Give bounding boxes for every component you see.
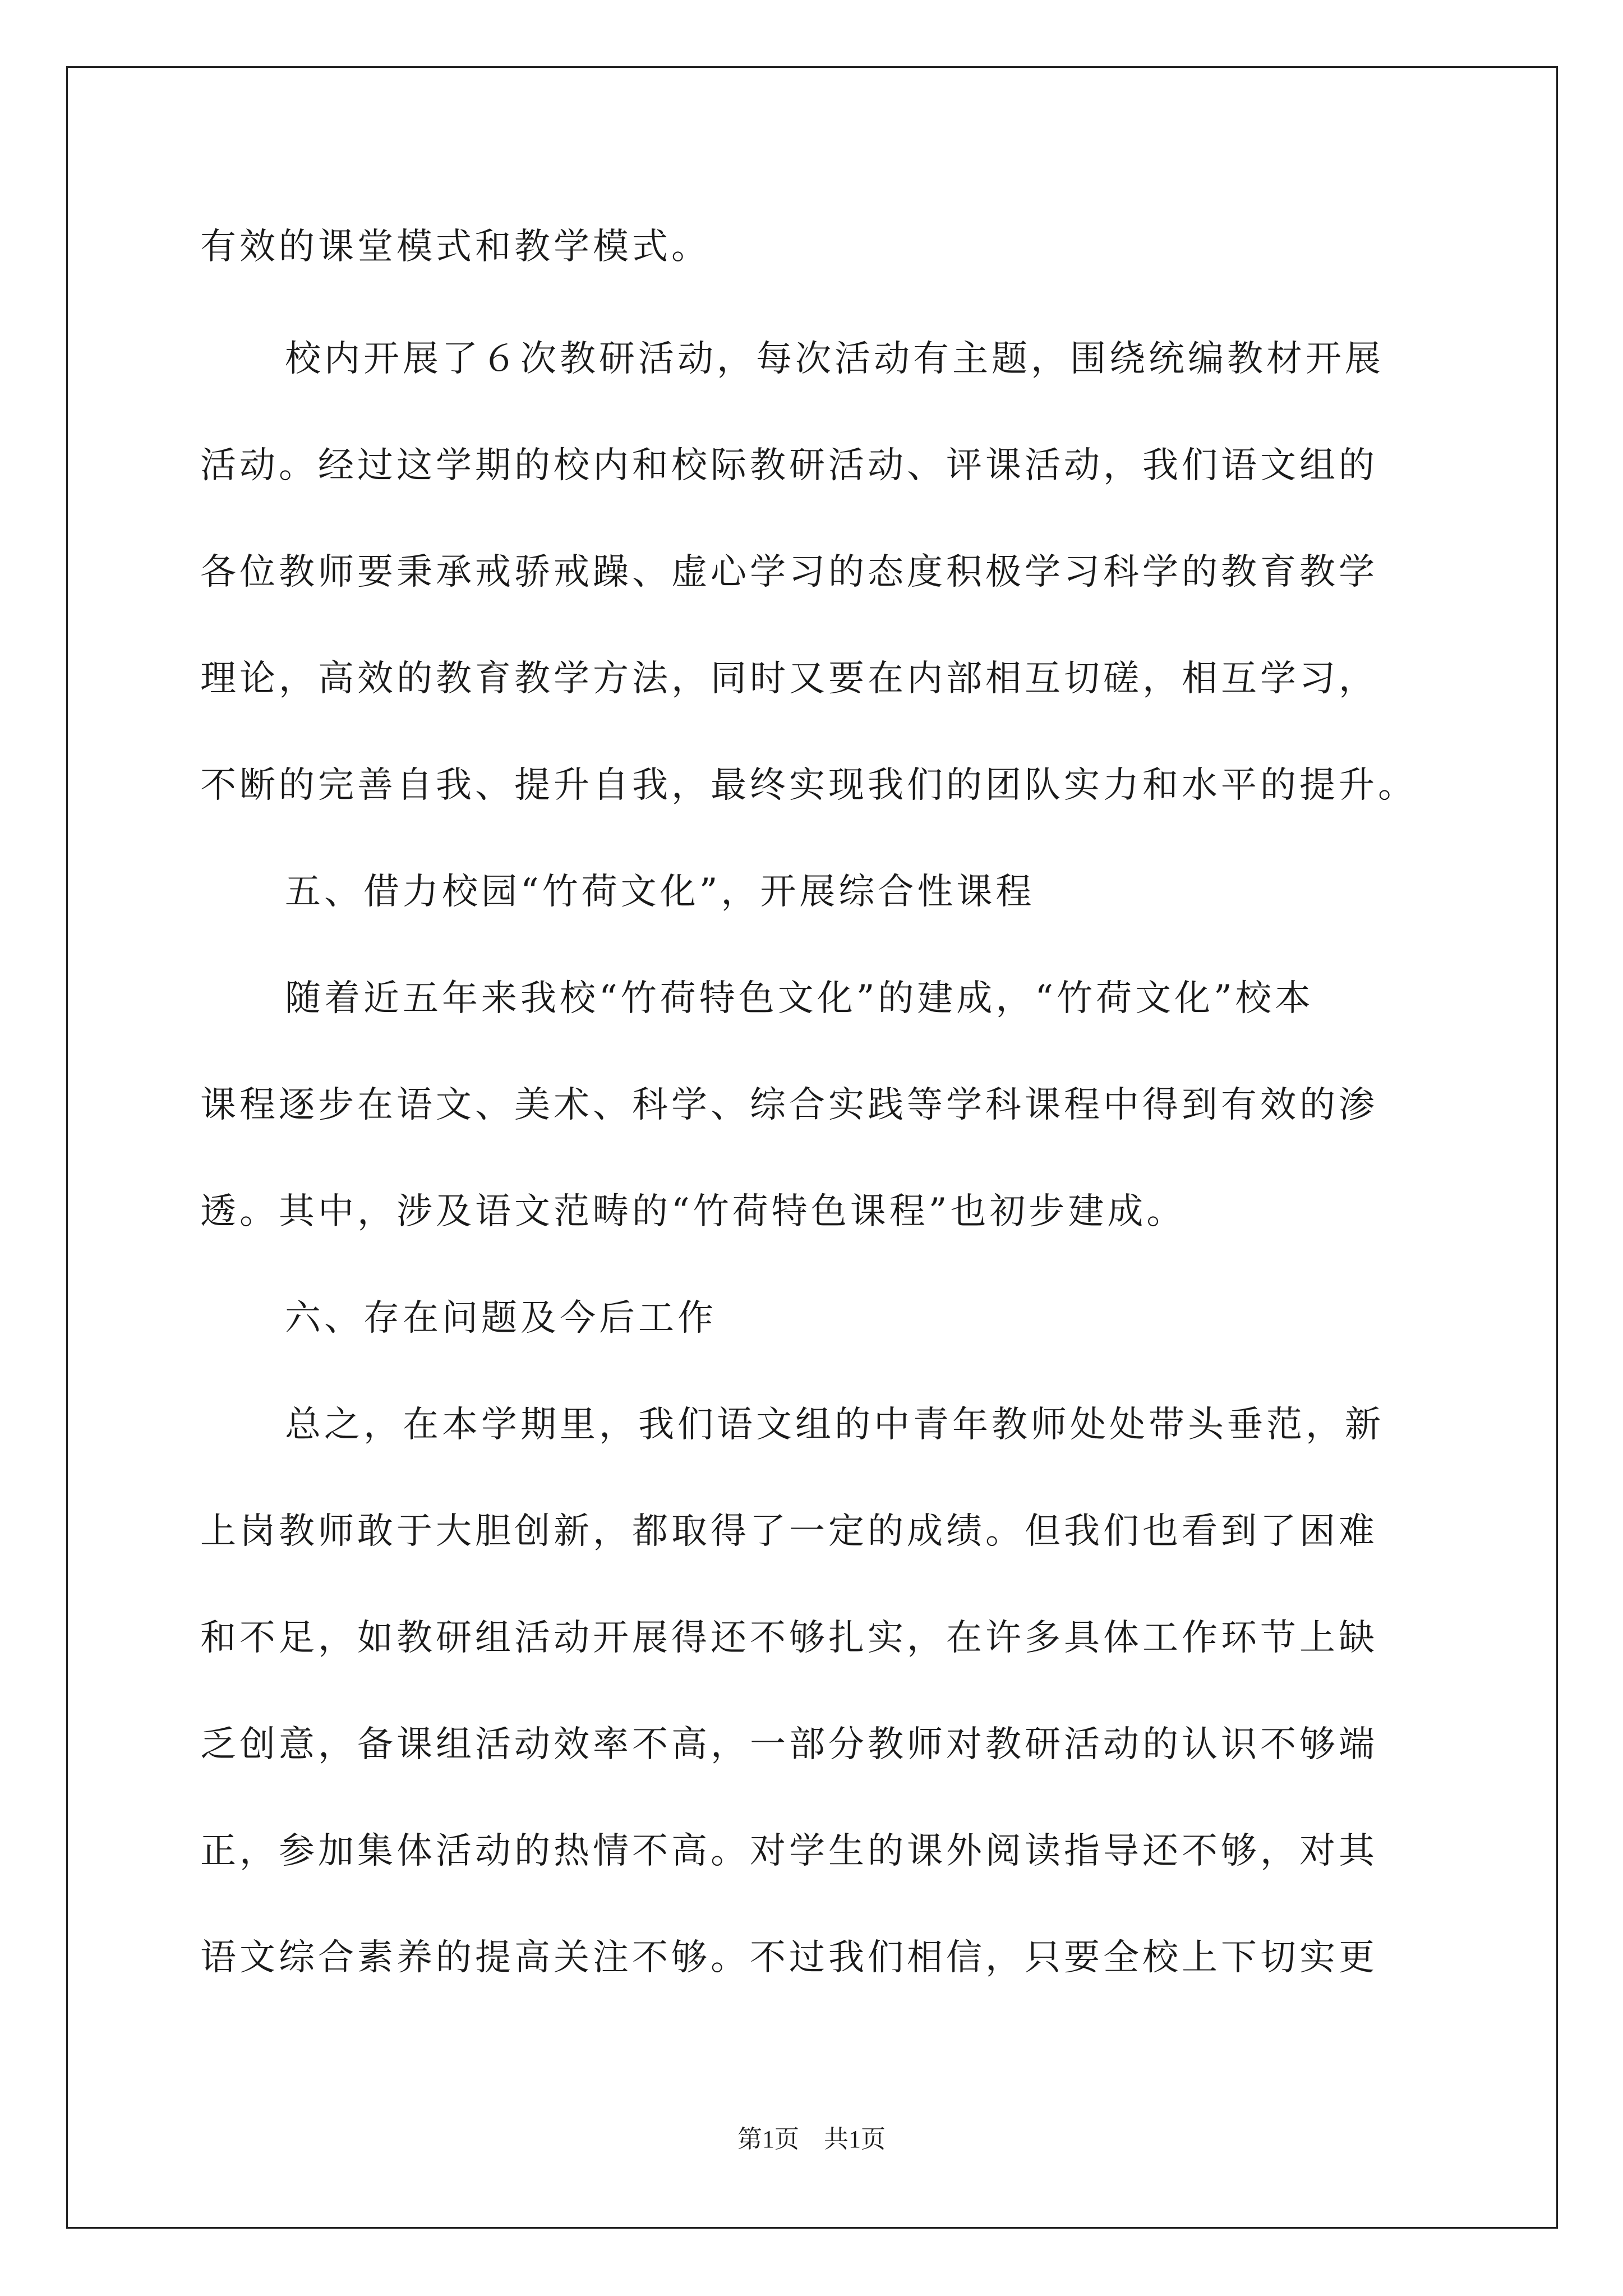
text-line: 透。其中，涉及语文范畴的“竹荷特色课程”也初步建成。 (200, 1191, 1186, 1232)
section-heading: 六、存在问题及今后工作 (285, 1297, 717, 1339)
text-line: 课程逐步在语文、美术、科学、综合实践等学科课程中得到有效的渗 (200, 1084, 1378, 1126)
text-line: 理论，高效的教育教学方法，同时又要在内部相互切磋，相互学习， (200, 658, 1378, 700)
paragraph-first-line: 随着近五年来我校“竹荷特色文化”的建成，“竹荷文化”校本 (285, 978, 1314, 1019)
text-line: 不断的完善自我、提升自我，最终实现我们的团队实力和水平的提升。 (200, 765, 1417, 806)
page-footer: 第1页 共1页 (737, 2125, 886, 2153)
text-line: 和不足，如教研组活动开展得还不够扎实，在许多具体工作环节上缺 (200, 1617, 1378, 1659)
paragraph-first-line: 校内开展了６次教研活动，每次活动有主题，围绕统编教材开展 (285, 338, 1384, 380)
text-line: 语文综合素养的提高关注不够。不过我们相信，只要全校上下切实更 (200, 1937, 1378, 1978)
text-line: 各位教师要秉承戒骄戒躁、虚心学习的态度积极学习科学的教育教学 (200, 551, 1378, 593)
text-line: 有效的课堂模式和教学模式。 (200, 226, 711, 268)
page-border (66, 66, 1558, 2229)
text-line: 活动。经过这学期的校内和校际教研活动、评课活动，我们语文组的 (200, 445, 1378, 486)
text-line: 上岗教师敢于大胆创新，都取得了一定的成绩。但我们也看到了困难 (200, 1511, 1378, 1552)
paragraph-first-line: 总之，在本学期里，我们语文组的中青年教师处处带头垂范，新 (285, 1404, 1384, 1446)
section-heading: 五、借力校园“竹荷文化”，开展综合性课程 (285, 871, 1035, 913)
text-line: 正，参加集体活动的热情不高。对学生的课外阅读指导还不够，对其 (200, 1830, 1378, 1872)
text-line: 乏创意，备课组活动效率不高，一部分教师对教研活动的认识不够端 (200, 1724, 1378, 1765)
